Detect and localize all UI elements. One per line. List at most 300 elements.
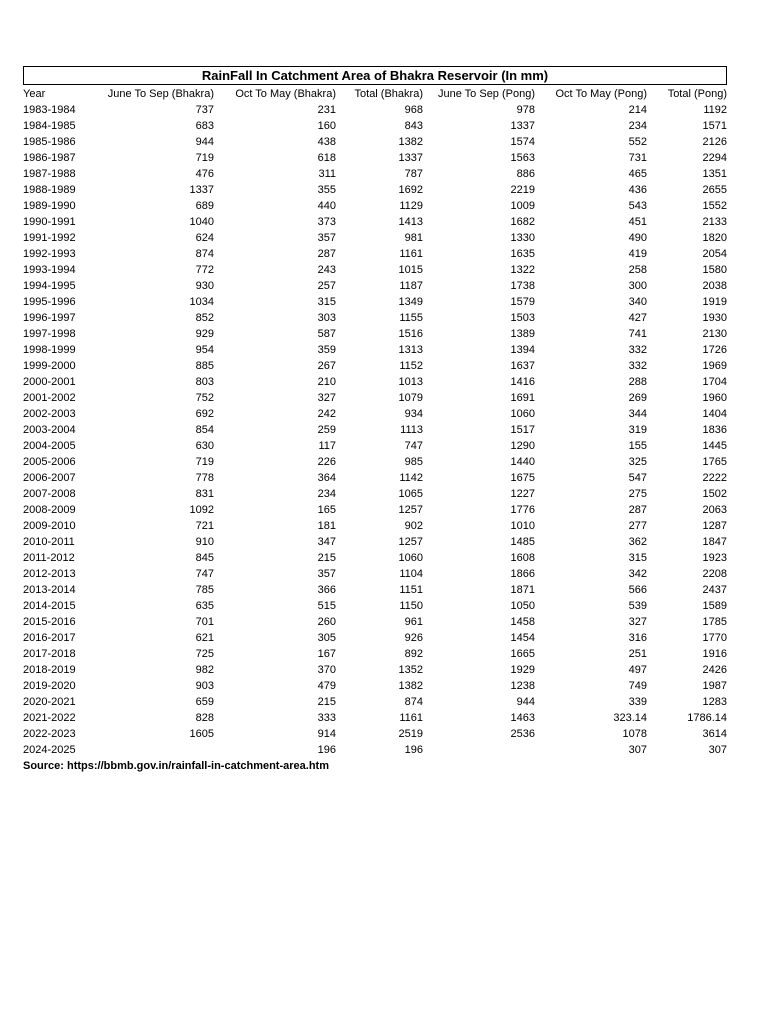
cell-year: 1996-1997 <box>23 312 76 324</box>
cell-june-sep-pong: 1290 <box>510 440 535 452</box>
cell-oct-may-pong: 342 <box>628 568 647 580</box>
cell-oct-may-pong: 344 <box>628 408 647 420</box>
column-header-total-bhakra: Total (Bhakra) <box>354 88 423 100</box>
cell-oct-may-bhakra: 242 <box>317 408 336 420</box>
cell-total-bhakra: 985 <box>404 456 423 468</box>
cell-oct-may-bhakra: 373 <box>317 216 336 228</box>
table-row <box>23 374 727 390</box>
cell-oct-may-pong: 741 <box>628 328 647 340</box>
cell-june-sep-bhakra: 852 <box>195 312 214 324</box>
cell-total-bhakra: 1413 <box>398 216 423 228</box>
cell-june-sep-bhakra: 737 <box>195 104 214 116</box>
header-row <box>23 86 727 102</box>
cell-year: 2018-2019 <box>23 664 76 676</box>
cell-total-bhakra: 843 <box>404 120 423 132</box>
table-row <box>23 598 727 614</box>
cell-oct-may-pong: 275 <box>628 488 647 500</box>
cell-june-sep-bhakra: 845 <box>195 552 214 564</box>
cell-oct-may-pong: 214 <box>628 104 647 116</box>
cell-oct-may-bhakra: 260 <box>317 616 336 628</box>
cell-year: 2000-2001 <box>23 376 76 388</box>
cell-total-pong: 2222 <box>702 472 727 484</box>
cell-total-bhakra: 747 <box>404 440 423 452</box>
cell-oct-may-bhakra: 257 <box>317 280 336 292</box>
cell-june-sep-pong: 1776 <box>510 504 535 516</box>
cell-oct-may-pong: 419 <box>628 248 647 260</box>
cell-year: 2009-2010 <box>23 520 76 532</box>
cell-year: 1984-1985 <box>23 120 76 132</box>
cell-june-sep-pong: 1579 <box>510 296 535 308</box>
cell-total-pong: 2063 <box>702 504 727 516</box>
cell-total-bhakra: 1152 <box>399 360 423 372</box>
cell-year: 1995-1996 <box>23 296 76 308</box>
cell-year: 2013-2014 <box>23 584 76 596</box>
cell-oct-may-bhakra: 303 <box>317 312 336 324</box>
cell-june-sep-bhakra: 874 <box>195 248 214 260</box>
cell-total-pong: 1836 <box>702 424 727 436</box>
cell-oct-may-bhakra: 347 <box>317 536 336 548</box>
cell-june-sep-pong: 1517 <box>510 424 535 436</box>
cell-oct-may-bhakra: 479 <box>317 680 336 692</box>
cell-june-sep-bhakra: 721 <box>195 520 214 532</box>
table-row <box>23 742 727 758</box>
cell-oct-may-pong: 277 <box>628 520 647 532</box>
cell-oct-may-pong: 319 <box>628 424 647 436</box>
cell-june-sep-pong: 1322 <box>510 264 535 276</box>
table-row <box>23 710 727 726</box>
cell-june-sep-bhakra: 635 <box>195 600 214 612</box>
cell-oct-may-bhakra: 315 <box>317 296 336 308</box>
column-header-june-sep-bhakra: June To Sep (Bhakra) <box>107 88 214 100</box>
cell-oct-may-pong: 325 <box>628 456 647 468</box>
cell-june-sep-bhakra: 885 <box>195 360 214 372</box>
cell-oct-may-bhakra: 305 <box>317 632 336 644</box>
column-header-oct-may-pong: Oct To May (Pong) <box>555 88 647 100</box>
cell-total-pong: 1283 <box>702 696 727 708</box>
cell-total-pong: 1404 <box>702 408 727 420</box>
cell-oct-may-bhakra: 333 <box>317 712 336 724</box>
cell-june-sep-bhakra: 903 <box>195 680 214 692</box>
cell-year: 2001-2002 <box>23 392 76 404</box>
cell-oct-may-bhakra: 167 <box>317 648 336 660</box>
cell-oct-may-bhakra: 117 <box>318 440 336 452</box>
cell-june-sep-pong: 1665 <box>510 648 535 660</box>
cell-year: 2019-2020 <box>23 680 76 692</box>
table-row <box>23 294 727 310</box>
cell-total-pong: 1969 <box>702 360 727 372</box>
cell-oct-may-pong: 547 <box>628 472 647 484</box>
cell-june-sep-pong: 1463 <box>510 712 535 724</box>
cell-year: 1994-1995 <box>23 280 76 292</box>
cell-total-pong: 1786.14 <box>687 712 727 724</box>
cell-year: 1992-1993 <box>23 248 76 260</box>
cell-total-pong: 1192 <box>703 104 727 116</box>
cell-total-bhakra: 1015 <box>398 264 423 276</box>
cell-oct-may-pong: 451 <box>628 216 647 228</box>
cell-total-pong: 1785 <box>702 616 727 628</box>
cell-june-sep-bhakra: 1605 <box>189 728 214 740</box>
cell-june-sep-pong: 1458 <box>510 616 535 628</box>
cell-oct-may-pong: 465 <box>628 168 647 180</box>
cell-june-sep-bhakra: 752 <box>195 392 214 404</box>
cell-june-sep-pong: 978 <box>516 104 535 116</box>
cell-june-sep-pong: 2536 <box>510 728 535 740</box>
cell-june-sep-bhakra: 1337 <box>189 184 214 196</box>
cell-oct-may-pong: 287 <box>628 504 647 516</box>
cell-oct-may-pong: 288 <box>628 376 647 388</box>
cell-june-sep-bhakra: 1092 <box>189 504 214 516</box>
cell-june-sep-pong: 1238 <box>510 680 535 692</box>
cell-year: 2011-2012 <box>23 552 75 564</box>
cell-total-pong: 1445 <box>702 440 727 452</box>
cell-year: 1998-1999 <box>23 344 76 356</box>
cell-year: 2016-2017 <box>23 632 76 644</box>
cell-year: 2017-2018 <box>23 648 76 660</box>
cell-june-sep-pong: 1394 <box>510 344 535 356</box>
cell-total-pong: 1847 <box>702 536 727 548</box>
cell-total-pong: 1960 <box>702 392 727 404</box>
table-row <box>23 262 727 278</box>
cell-june-sep-bhakra: 719 <box>195 456 214 468</box>
cell-june-sep-pong: 1738 <box>510 280 535 292</box>
cell-total-pong: 1987 <box>702 680 727 692</box>
cell-total-bhakra: 902 <box>404 520 423 532</box>
cell-oct-may-pong: 316 <box>628 632 647 644</box>
cell-june-sep-pong: 1691 <box>510 392 535 404</box>
cell-june-sep-pong: 1050 <box>510 600 535 612</box>
cell-june-sep-bhakra: 725 <box>195 648 214 660</box>
cell-oct-may-pong: 323.14 <box>613 712 647 724</box>
table-row <box>23 630 727 646</box>
table-row <box>23 214 727 230</box>
table-row <box>23 310 727 326</box>
cell-oct-may-pong: 258 <box>628 264 647 276</box>
cell-oct-may-bhakra: 165 <box>317 504 336 516</box>
cell-june-sep-bhakra: 621 <box>195 632 214 644</box>
source-note: Source: https://bbmb.gov.in/rainfall-in-catchment-area.htm <box>23 760 329 772</box>
cell-oct-may-bhakra: 287 <box>317 248 336 260</box>
cell-june-sep-pong: 1608 <box>510 552 535 564</box>
cell-total-bhakra: 961 <box>404 616 423 628</box>
cell-june-sep-pong: 1574 <box>510 136 535 148</box>
cell-total-bhakra: 1257 <box>398 536 423 548</box>
table-row <box>23 102 727 118</box>
cell-june-sep-bhakra: 1040 <box>189 216 214 228</box>
cell-total-pong: 1820 <box>702 232 727 244</box>
cell-oct-may-bhakra: 196 <box>317 744 336 756</box>
cell-total-pong: 1351 <box>702 168 727 180</box>
cell-june-sep-pong: 1227 <box>510 488 535 500</box>
cell-june-sep-pong: 1060 <box>510 408 535 420</box>
cell-total-bhakra: 1161 <box>399 712 423 724</box>
cell-june-sep-pong: 1485 <box>510 536 535 548</box>
cell-total-pong: 2054 <box>702 248 727 260</box>
cell-total-bhakra: 1352 <box>398 664 423 676</box>
table-row <box>23 646 727 662</box>
table-row <box>23 726 727 742</box>
cell-total-bhakra: 1142 <box>399 472 423 484</box>
table-row <box>23 278 727 294</box>
cell-total-pong: 1552 <box>702 200 727 212</box>
cell-oct-may-pong: 332 <box>628 344 647 356</box>
cell-oct-may-pong: 155 <box>628 440 647 452</box>
cell-total-pong: 3614 <box>702 728 727 740</box>
cell-june-sep-bhakra: 854 <box>195 424 214 436</box>
cell-june-sep-bhakra: 910 <box>195 536 214 548</box>
cell-year: 2022-2023 <box>23 728 76 740</box>
cell-oct-may-pong: 362 <box>628 536 647 548</box>
cell-oct-may-pong: 749 <box>628 680 647 692</box>
cell-total-bhakra: 1129 <box>399 200 423 212</box>
cell-total-pong: 1916 <box>702 648 727 660</box>
cell-june-sep-bhakra: 747 <box>195 568 214 580</box>
cell-june-sep-bhakra: 944 <box>195 136 214 148</box>
cell-total-pong: 2294 <box>702 152 727 164</box>
cell-oct-may-bhakra: 440 <box>317 200 336 212</box>
cell-oct-may-bhakra: 366 <box>317 584 336 596</box>
cell-oct-may-bhakra: 160 <box>317 120 336 132</box>
cell-oct-may-bhakra: 259 <box>317 424 336 436</box>
table-row <box>23 614 727 630</box>
cell-total-bhakra: 1151 <box>399 584 423 596</box>
cell-june-sep-pong: 1440 <box>510 456 535 468</box>
cell-oct-may-bhakra: 914 <box>317 728 336 740</box>
cell-oct-may-pong: 340 <box>628 296 647 308</box>
cell-oct-may-pong: 234 <box>628 120 647 132</box>
table-row <box>23 198 727 214</box>
cell-oct-may-pong: 731 <box>628 152 647 164</box>
cell-june-sep-bhakra: 476 <box>195 168 214 180</box>
cell-june-sep-bhakra: 954 <box>195 344 214 356</box>
table-row <box>23 422 727 438</box>
cell-june-sep-bhakra: 701 <box>195 616 214 628</box>
cell-oct-may-bhakra: 438 <box>317 136 336 148</box>
table-body <box>23 102 727 758</box>
cell-june-sep-pong: 1330 <box>510 232 535 244</box>
cell-total-pong: 1502 <box>702 488 727 500</box>
cell-oct-may-pong: 552 <box>628 136 647 148</box>
table-row <box>23 518 727 534</box>
cell-oct-may-bhakra: 215 <box>317 552 336 564</box>
cell-total-pong: 2426 <box>702 664 727 676</box>
cell-year: 2002-2003 <box>23 408 76 420</box>
cell-oct-may-bhakra: 215 <box>317 696 336 708</box>
cell-total-pong: 1589 <box>702 600 727 612</box>
cell-total-pong: 2126 <box>702 136 727 148</box>
cell-june-sep-bhakra: 930 <box>195 280 214 292</box>
cell-june-sep-bhakra: 785 <box>195 584 214 596</box>
cell-oct-may-bhakra: 515 <box>317 600 336 612</box>
cell-total-pong: 307 <box>708 744 727 756</box>
cell-total-bhakra: 1313 <box>398 344 423 356</box>
table-row <box>23 502 727 518</box>
cell-year: 1987-1988 <box>23 168 76 180</box>
cell-year: 1988-1989 <box>23 184 76 196</box>
cell-total-pong: 1726 <box>702 344 727 356</box>
cell-june-sep-bhakra: 659 <box>195 696 214 708</box>
table-row <box>23 166 727 182</box>
cell-total-pong: 2130 <box>702 328 727 340</box>
cell-oct-may-pong: 436 <box>628 184 647 196</box>
cell-total-bhakra: 1516 <box>398 328 423 340</box>
cell-total-bhakra: 1113 <box>400 424 423 436</box>
cell-total-pong: 1923 <box>702 552 727 564</box>
cell-june-sep-bhakra: 683 <box>195 120 214 132</box>
table-row <box>23 230 727 246</box>
cell-year: 2003-2004 <box>23 424 76 436</box>
cell-june-sep-bhakra: 929 <box>195 328 214 340</box>
cell-june-sep-bhakra: 828 <box>195 712 214 724</box>
cell-oct-may-bhakra: 210 <box>317 376 336 388</box>
spreadsheet-sheet <box>23 66 727 774</box>
cell-total-bhakra: 1060 <box>398 552 423 564</box>
cell-june-sep-bhakra: 624 <box>195 232 214 244</box>
table-row <box>23 390 727 406</box>
cell-year: 1983-1984 <box>23 104 76 116</box>
cell-total-pong: 1770 <box>702 632 727 644</box>
cell-total-bhakra: 934 <box>404 408 423 420</box>
table-row <box>23 582 727 598</box>
cell-total-bhakra: 1337 <box>398 152 423 164</box>
sheet-title: RainFall In Catchment Area of Bhakra Reservoir (In mm) <box>23 66 727 85</box>
cell-total-bhakra: 874 <box>404 696 423 708</box>
cell-oct-may-bhakra: 359 <box>317 344 336 356</box>
cell-oct-may-bhakra: 234 <box>317 488 336 500</box>
cell-total-bhakra: 1161 <box>399 248 423 260</box>
cell-oct-may-bhakra: 181 <box>317 520 336 532</box>
cell-june-sep-bhakra: 772 <box>195 264 214 276</box>
cell-total-bhakra: 1065 <box>398 488 423 500</box>
cell-oct-may-bhakra: 370 <box>317 664 336 676</box>
cell-year: 1990-1991 <box>23 216 76 228</box>
cell-year: 1993-1994 <box>23 264 76 276</box>
table-row <box>23 694 727 710</box>
table-row <box>23 470 727 486</box>
cell-oct-may-pong: 251 <box>628 648 647 660</box>
cell-total-pong: 1580 <box>702 264 727 276</box>
cell-total-pong: 1930 <box>702 312 727 324</box>
cell-total-bhakra: 787 <box>404 168 423 180</box>
table-row <box>23 534 727 550</box>
cell-oct-may-bhakra: 327 <box>317 392 336 404</box>
cell-total-pong: 2437 <box>702 584 727 596</box>
cell-total-bhakra: 2519 <box>398 728 423 740</box>
cell-total-pong: 1765 <box>702 456 727 468</box>
cell-june-sep-bhakra <box>83 742 214 758</box>
table-row <box>23 566 727 582</box>
table-row <box>23 118 727 134</box>
cell-june-sep-bhakra: 803 <box>195 376 214 388</box>
column-header-total-pong: Total (Pong) <box>667 88 727 100</box>
cell-oct-may-pong: 543 <box>628 200 647 212</box>
cell-june-sep-bhakra: 831 <box>195 488 214 500</box>
column-header-june-sep-pong: June To Sep (Pong) <box>437 88 535 100</box>
cell-total-bhakra: 1104 <box>399 568 423 580</box>
table-row <box>23 326 727 342</box>
cell-oct-may-bhakra: 226 <box>317 456 336 468</box>
table-row <box>23 454 727 470</box>
cell-year: 1997-1998 <box>23 328 76 340</box>
cell-total-bhakra: 1187 <box>399 280 423 292</box>
cell-year: 1985-1986 <box>23 136 76 148</box>
cell-total-bhakra: 1150 <box>399 600 423 612</box>
cell-year: 2005-2006 <box>23 456 76 468</box>
cell-total-pong: 2133 <box>702 216 727 228</box>
cell-june-sep-pong: 1454 <box>510 632 535 644</box>
cell-year: 2007-2008 <box>23 488 76 500</box>
cell-oct-may-pong: 539 <box>628 600 647 612</box>
cell-june-sep-pong: 1866 <box>510 568 535 580</box>
table-row <box>23 150 727 166</box>
cell-total-pong: 1287 <box>702 520 727 532</box>
cell-june-sep-pong: 1009 <box>510 200 535 212</box>
rainfall-table <box>23 86 727 758</box>
cell-oct-may-bhakra: 587 <box>317 328 336 340</box>
cell-year: 2021-2022 <box>23 712 76 724</box>
cell-total-pong: 2038 <box>702 280 727 292</box>
cell-oct-may-bhakra: 243 <box>317 264 336 276</box>
cell-oct-may-bhakra: 357 <box>317 232 336 244</box>
cell-total-pong: 1571 <box>702 120 727 132</box>
cell-total-pong: 1919 <box>702 296 727 308</box>
cell-year: 2010-2011 <box>23 536 75 548</box>
cell-june-sep-pong <box>423 742 535 758</box>
table-row <box>23 246 727 262</box>
cell-oct-may-bhakra: 267 <box>317 360 336 372</box>
cell-june-sep-pong: 1635 <box>510 248 535 260</box>
cell-year: 1989-1990 <box>23 200 76 212</box>
cell-year: 2020-2021 <box>23 696 76 708</box>
cell-june-sep-bhakra: 1034 <box>189 296 214 308</box>
table-row <box>23 134 727 150</box>
cell-june-sep-pong: 1929 <box>510 664 535 676</box>
column-header-oct-may-bhakra: Oct To May (Bhakra) <box>235 88 336 100</box>
cell-june-sep-pong: 1637 <box>510 360 535 372</box>
cell-total-bhakra: 1257 <box>398 504 423 516</box>
cell-total-pong: 2208 <box>702 568 727 580</box>
cell-oct-may-bhakra: 357 <box>317 568 336 580</box>
cell-june-sep-pong: 1503 <box>510 312 535 324</box>
cell-oct-may-bhakra: 618 <box>317 152 336 164</box>
cell-year: 2004-2005 <box>23 440 76 452</box>
cell-oct-may-pong: 427 <box>628 312 647 324</box>
cell-oct-may-bhakra: 355 <box>317 184 336 196</box>
cell-oct-may-pong: 327 <box>628 616 647 628</box>
table-row <box>23 342 727 358</box>
cell-total-bhakra: 1382 <box>398 136 423 148</box>
cell-total-pong: 2655 <box>702 184 727 196</box>
cell-june-sep-pong: 1871 <box>510 584 535 596</box>
cell-oct-may-pong: 307 <box>628 744 647 756</box>
cell-june-sep-pong: 886 <box>516 168 535 180</box>
cell-oct-may-pong: 300 <box>628 280 647 292</box>
cell-june-sep-bhakra: 778 <box>195 472 214 484</box>
table-row <box>23 678 727 694</box>
cell-oct-may-pong: 332 <box>628 360 647 372</box>
cell-total-bhakra: 968 <box>404 104 423 116</box>
cell-june-sep-pong: 1010 <box>510 520 535 532</box>
cell-oct-may-bhakra: 364 <box>317 472 336 484</box>
cell-total-bhakra: 892 <box>404 648 423 660</box>
cell-total-bhakra: 1079 <box>398 392 423 404</box>
cell-total-bhakra: 1013 <box>398 376 423 388</box>
cell-total-bhakra: 1692 <box>398 184 423 196</box>
cell-june-sep-bhakra: 689 <box>195 200 214 212</box>
cell-june-sep-pong: 1337 <box>510 120 535 132</box>
column-header-year: Year <box>23 88 46 100</box>
table-row <box>23 438 727 454</box>
cell-total-bhakra: 981 <box>404 232 423 244</box>
